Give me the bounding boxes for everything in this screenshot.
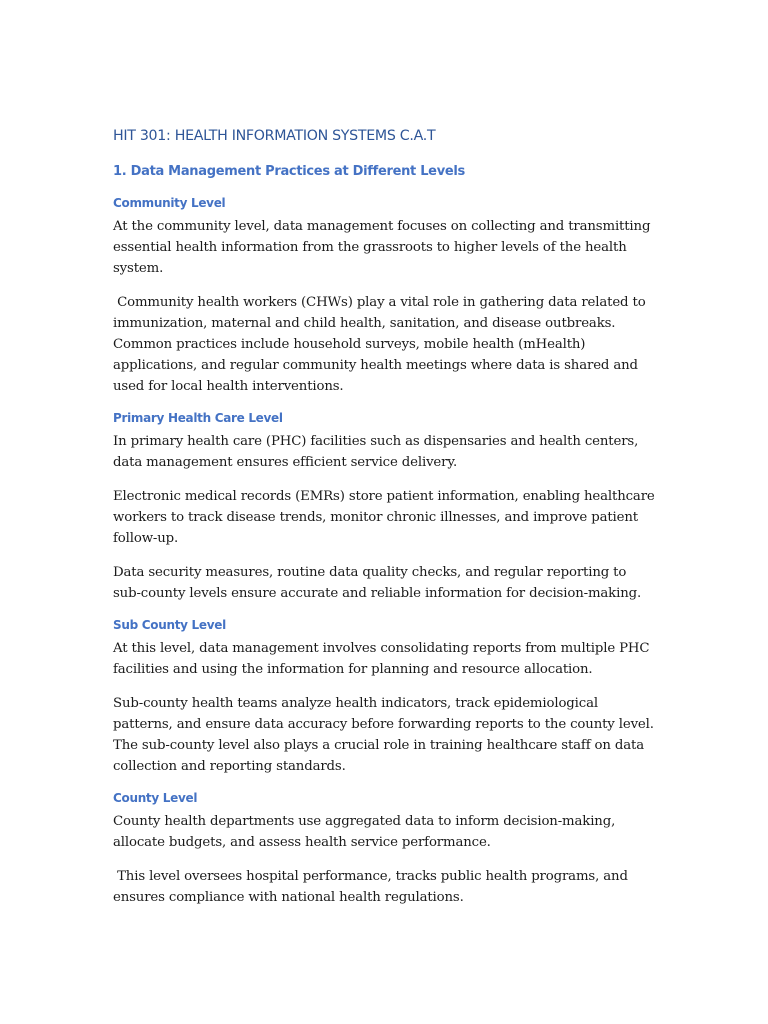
paragraph: Sub-county health teams analyze health indicators, track epidemiological patterns, and ensure data accuracy before forwarding reports to the county level. The sub-county level also plays a crucial role in training healthcare staff on data collection and reporting standards. <box>113 696 654 774</box>
subsection-heading-sub-county: Sub County Level <box>113 618 226 632</box>
document-title: HIT 301: HEALTH INFORMATION SYSTEMS C.A.T <box>113 128 436 144</box>
paragraph: County health departments use aggregated data to inform decision-making, allocate budgets, and assess health service performance. <box>113 814 616 850</box>
paragraph: Community health workers (CHWs) play a vital role in gathering data related to immunization, maternal and child health, sanitation, and disease outbreaks. Common practices include household surveys, mobile health (mHealth) applications, and regular community health meetings where data is shared and used for local health interventions. <box>113 295 650 394</box>
subsection-heading-primary-health-care: Primary Health Care Level <box>113 411 283 425</box>
paragraph: In primary health care (PHC) facilities such as dispensaries and health centers, data management ensures efficient service delivery. <box>113 434 639 470</box>
paragraph: At the community level, data management focuses on collecting and transmitting essential health information from the grassroots to higher levels of the health system. <box>113 219 651 276</box>
paragraph: Data security measures, routine data quality checks, and regular reporting to sub-county levels ensure accurate and reliable information for decision-making. <box>113 565 642 601</box>
subsection-heading-county: County Level <box>113 791 198 805</box>
section-heading: 1. Data Management Practices at Different Levels <box>113 164 465 179</box>
paragraph: This level oversees hospital performance, tracks public health programs, and ensures compliance with national health regulations. <box>113 869 632 905</box>
subsection-heading-community: Community Level <box>113 196 226 210</box>
paragraph: Electronic medical records (EMRs) store patient information, enabling healthcare workers to track disease trends, monitor chronic illnesses, and improve patient follow-up. <box>113 489 655 546</box>
paragraph: At this level, data management involves consolidating reports from multiple PHC facilities and using the information for planning and resource allocation. <box>113 641 650 677</box>
document-body <box>113 125 658 908</box>
